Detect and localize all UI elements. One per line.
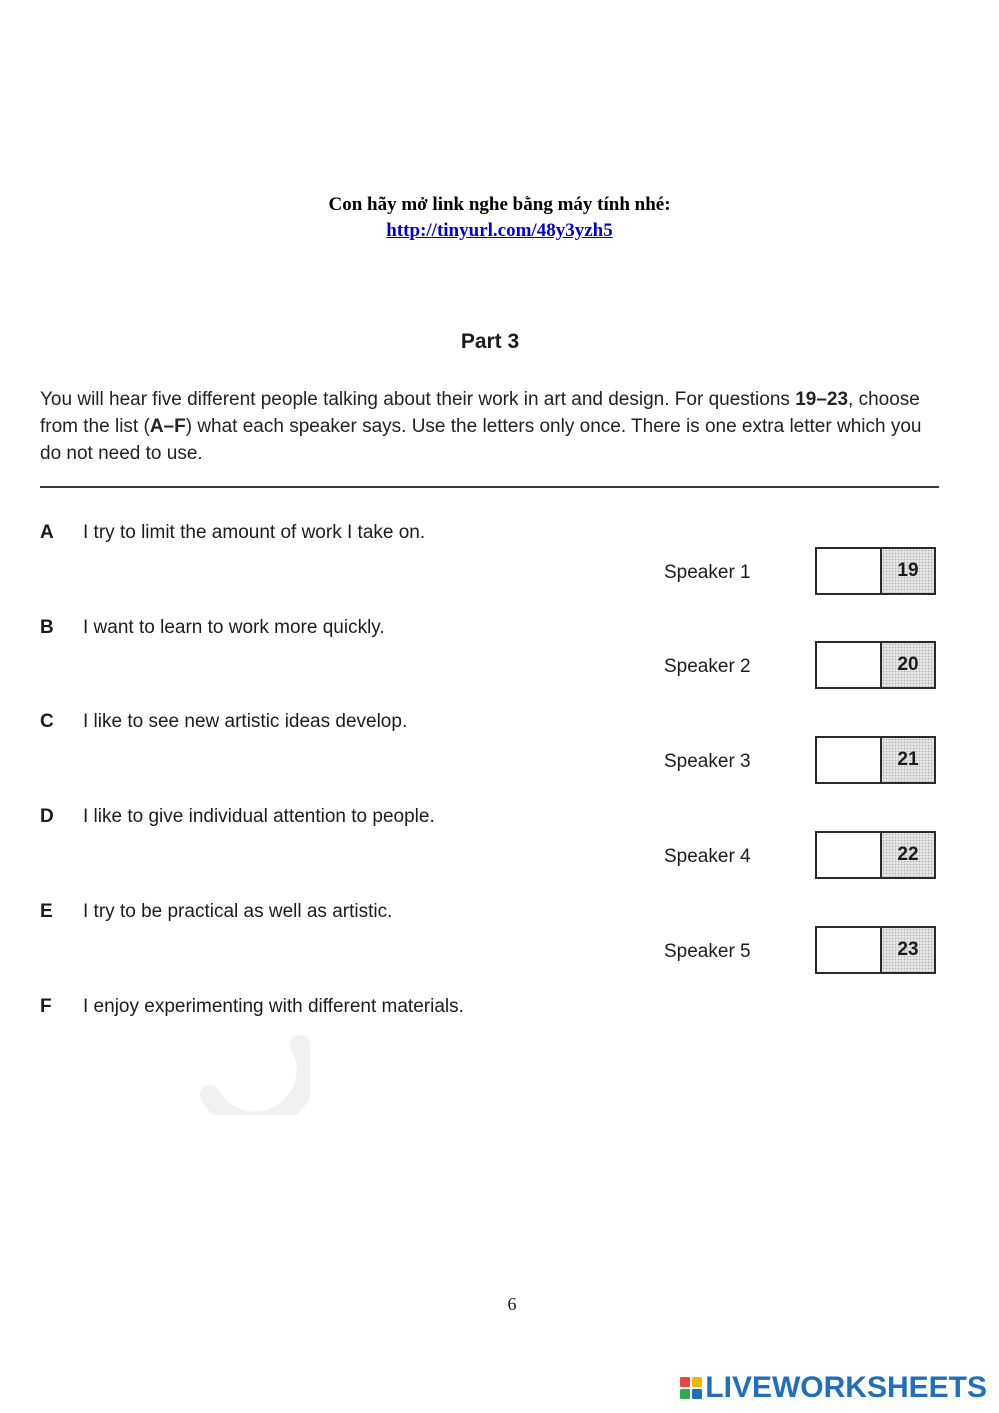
option-text: I like to give individual attention to people. — [83, 806, 435, 827]
page-number: 6 — [507, 1294, 517, 1314]
answer-box-23 — [815, 926, 936, 974]
option-letter: B — [40, 617, 54, 638]
instructions — [40, 386, 945, 467]
option-text: I like to see new artistic ideas develop. — [83, 711, 408, 732]
option-letter: A — [40, 522, 54, 543]
answer-input-22[interactable] — [817, 833, 882, 877]
option-a — [40, 520, 425, 546]
audio-link[interactable]: http://tinyurl.com/48y3yzh5 — [386, 220, 613, 241]
answer-input-21[interactable] — [817, 738, 882, 782]
answer-input-19[interactable] — [817, 549, 882, 593]
questions-range: 19–23 — [795, 389, 849, 410]
brand-icon — [679, 1376, 703, 1400]
answer-box-22 — [815, 831, 936, 879]
question-number: 22 — [882, 833, 934, 877]
answer-input-23[interactable] — [817, 928, 882, 972]
option-letter: C — [40, 711, 54, 732]
answer-box-21 — [815, 736, 936, 784]
speaker-1-label: Speaker 1 — [664, 562, 751, 583]
option-letter: D — [40, 806, 54, 827]
instructions-text-3: ) what each speaker says. Use the letters only once. There is one extra letter which you do not need to use. — [40, 416, 922, 464]
speaker-5-label: Speaker 5 — [664, 941, 751, 962]
speaker-3-label: Speaker 3 — [664, 751, 751, 772]
instructions-text-1: You will hear five different people talking about their work in art and design. For questions — [40, 389, 796, 410]
option-c — [40, 709, 407, 735]
question-number: 21 — [882, 738, 934, 782]
option-text: I try to be practical as well as artistic. — [83, 901, 393, 922]
option-text: I try to limit the amount of work I take on. — [83, 522, 426, 543]
question-number: 20 — [882, 643, 934, 687]
answer-box-19 — [815, 547, 936, 595]
option-text: I enjoy experimenting with different materials. — [83, 996, 464, 1017]
option-d — [40, 804, 435, 830]
scan-watermark — [200, 1005, 310, 1115]
option-text: I want to learn to work more quickly. — [83, 617, 385, 638]
instructions-text-2: , choose from the list ( — [40, 389, 920, 437]
question-number: 19 — [882, 549, 934, 593]
header-note — [0, 192, 999, 244]
part-title: Part 3 — [460, 330, 520, 353]
divider — [40, 486, 939, 488]
option-letter: F — [40, 996, 52, 1017]
list-range: A–F — [149, 416, 186, 437]
speaker-4-label: Speaker 4 — [664, 846, 751, 867]
answer-input-20[interactable] — [817, 643, 882, 687]
option-b — [40, 615, 385, 641]
option-e — [40, 899, 392, 925]
speaker-2-label: Speaker 2 — [664, 656, 751, 677]
question-number: 23 — [882, 928, 934, 972]
option-letter: E — [40, 901, 53, 922]
brand-logo — [679, 1371, 987, 1405]
answer-box-20 — [815, 641, 936, 689]
header-note-text: Con hãy mở link nghe bằng máy tính nhé: — [328, 194, 671, 215]
brand-text: LIVEWORKSHEETS — [705, 1371, 987, 1404]
